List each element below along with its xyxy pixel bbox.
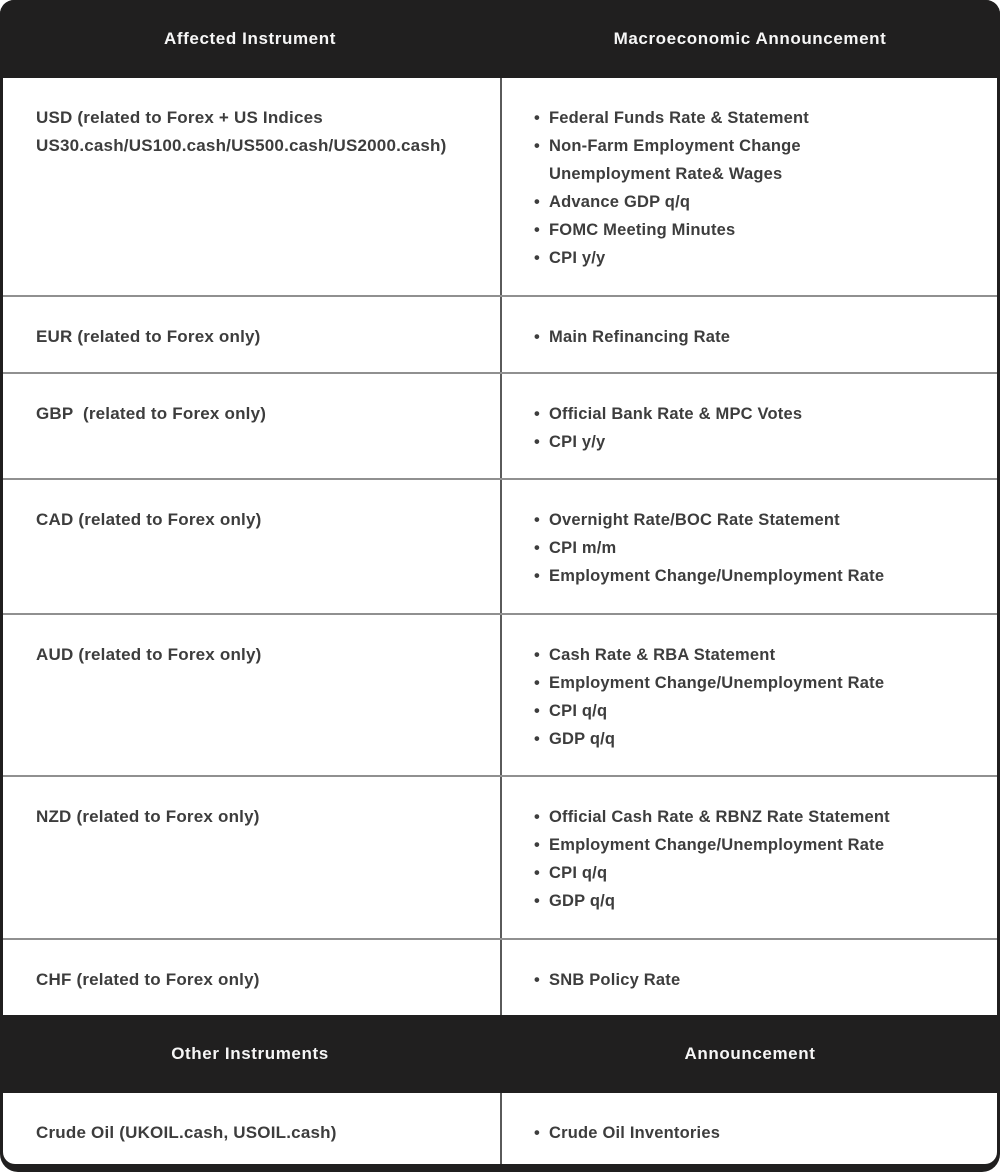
announcement-item: CPI y/y (549, 433, 606, 451)
bullet-icon: • (534, 193, 540, 211)
announcement-line (534, 803, 983, 831)
instrument-label: GBP (related to Forex only) (36, 404, 267, 423)
announcement-line (534, 725, 983, 753)
table-row (3, 372, 997, 478)
announcement-line (534, 244, 983, 272)
bullet-icon: • (534, 433, 540, 451)
announcement-line (534, 506, 983, 534)
instrument-cell (3, 297, 500, 372)
announcement-line (534, 831, 983, 859)
announcement-item: Official Bank Rate & MPC Votes (549, 405, 803, 423)
header-macroeconomic-announcement: Macroeconomic Announcement (613, 29, 887, 48)
announcement-cell (500, 374, 997, 478)
announcement-cell (500, 297, 997, 372)
bullet-icon: • (534, 864, 540, 882)
instrument-cell (3, 480, 500, 613)
announcement-item: Overnight Rate/BOC Rate Statement (549, 511, 840, 529)
bullet-icon: • (534, 137, 540, 155)
instrument-label: AUD (related to Forex only) (36, 645, 262, 664)
announcement-line (534, 323, 983, 351)
announcement-line (534, 641, 983, 669)
announcement-item: Employment Change/Unemployment Rate (549, 674, 885, 692)
announcement-line (534, 216, 983, 244)
announcement-item: GDP q/q (549, 892, 616, 910)
announcement-item: SNB Policy Rate (549, 971, 681, 989)
instrument-label: EUR (related to Forex only) (36, 327, 261, 346)
announcement-line (534, 562, 983, 590)
announcement-line (534, 697, 983, 725)
bullet-icon: • (534, 567, 540, 585)
bullet-icon: • (534, 405, 540, 423)
announcement-item: Employment Change/Unemployment Rate (549, 836, 885, 854)
instrument-label: Crude Oil (UKOIL.cash, USOIL.cash) (36, 1123, 337, 1142)
table-row (3, 775, 997, 938)
bullet-icon: • (534, 249, 540, 267)
instrument-label: CHF (related to Forex only) (36, 970, 260, 989)
announcement-item: FOMC Meeting Minutes (549, 221, 736, 239)
announcement-cell (500, 615, 997, 775)
announcement-cell (500, 1093, 997, 1164)
bullet-icon: • (534, 892, 540, 910)
instrument-cell (3, 777, 500, 938)
announcement-item: Cash Rate & RBA Statement (549, 646, 776, 664)
announcement-item: CPI y/y (549, 249, 606, 267)
instrument-label: US30.cash/US100.cash/US500.cash/US2000.cash) (36, 136, 447, 155)
announcement-item: Crude Oil Inventories (549, 1124, 721, 1142)
announcement-line (534, 669, 983, 697)
bullet-icon: • (534, 539, 540, 557)
bullet-icon: • (534, 511, 540, 529)
header-affected-instrument: Affected Instrument (164, 29, 336, 48)
instrument-cell (3, 1093, 500, 1164)
announcement-cell (500, 480, 997, 613)
announcement-cell (500, 777, 997, 938)
announcement-item: Federal Funds Rate & Statement (549, 109, 809, 127)
announcement-line (534, 132, 983, 160)
announcement-line (534, 160, 983, 188)
announcement-item: GDP q/q (549, 730, 616, 748)
bullet-icon: • (534, 646, 540, 664)
instrument-cell (3, 78, 500, 295)
announcement-item: CPI q/q (549, 702, 608, 720)
bullet-icon: • (534, 971, 540, 989)
announcement-cell (500, 78, 997, 295)
announcement-item: Advance GDP q/q (549, 193, 691, 211)
table-row (3, 938, 997, 1015)
announcement-line (534, 966, 983, 994)
table-row (3, 613, 997, 775)
announcement-item: CPI q/q (549, 864, 608, 882)
bullet-icon: • (534, 109, 540, 127)
bullet-icon: • (534, 730, 540, 748)
secondary-header-row (0, 1015, 1000, 1093)
bullet-icon: • (534, 702, 540, 720)
bullet-icon: • (534, 674, 540, 692)
header-other-instruments: Other Instruments (171, 1044, 329, 1063)
instrument-label: NZD (related to Forex only) (36, 807, 260, 826)
announcement-line (534, 188, 983, 216)
bullet-icon: • (534, 808, 540, 826)
announcement-line (534, 859, 983, 887)
table-row (3, 1093, 997, 1164)
bullet-icon: • (534, 221, 540, 239)
instrument-label: CAD (related to Forex only) (36, 510, 262, 529)
instrument-cell (3, 940, 500, 1015)
table-row (3, 78, 997, 295)
bullet-icon: • (534, 328, 540, 346)
announcement-line (534, 104, 983, 132)
announcement-item: CPI m/m (549, 539, 617, 557)
bullet-spacer (534, 160, 549, 188)
announcement-item: Official Cash Rate & RBNZ Rate Statement (549, 808, 890, 826)
primary-table-body (3, 78, 997, 1015)
table-row (3, 478, 997, 613)
announcement-line (534, 1119, 983, 1147)
announcement-cell (500, 940, 997, 1015)
header-announcement: Announcement (684, 1044, 816, 1063)
instrument-cell (3, 615, 500, 775)
announcement-item: Main Refinancing Rate (549, 328, 731, 346)
announcement-item: Non-Farm Employment Change (549, 137, 801, 155)
announcement-line (534, 428, 983, 456)
bullet-icon: • (534, 1124, 540, 1142)
instrument-cell (3, 374, 500, 478)
announcement-item: Unemployment Rate& Wages (549, 165, 783, 183)
announcement-line (534, 534, 983, 562)
secondary-table-body (3, 1093, 997, 1164)
announcement-item: Employment Change/Unemployment Rate (549, 567, 885, 585)
announcement-line (534, 887, 983, 915)
table-row (3, 295, 997, 372)
primary-header-row (0, 0, 1000, 78)
announcement-line (534, 400, 983, 428)
instrument-label: USD (related to Forex + US Indices (36, 108, 323, 127)
bullet-icon: • (534, 836, 540, 854)
